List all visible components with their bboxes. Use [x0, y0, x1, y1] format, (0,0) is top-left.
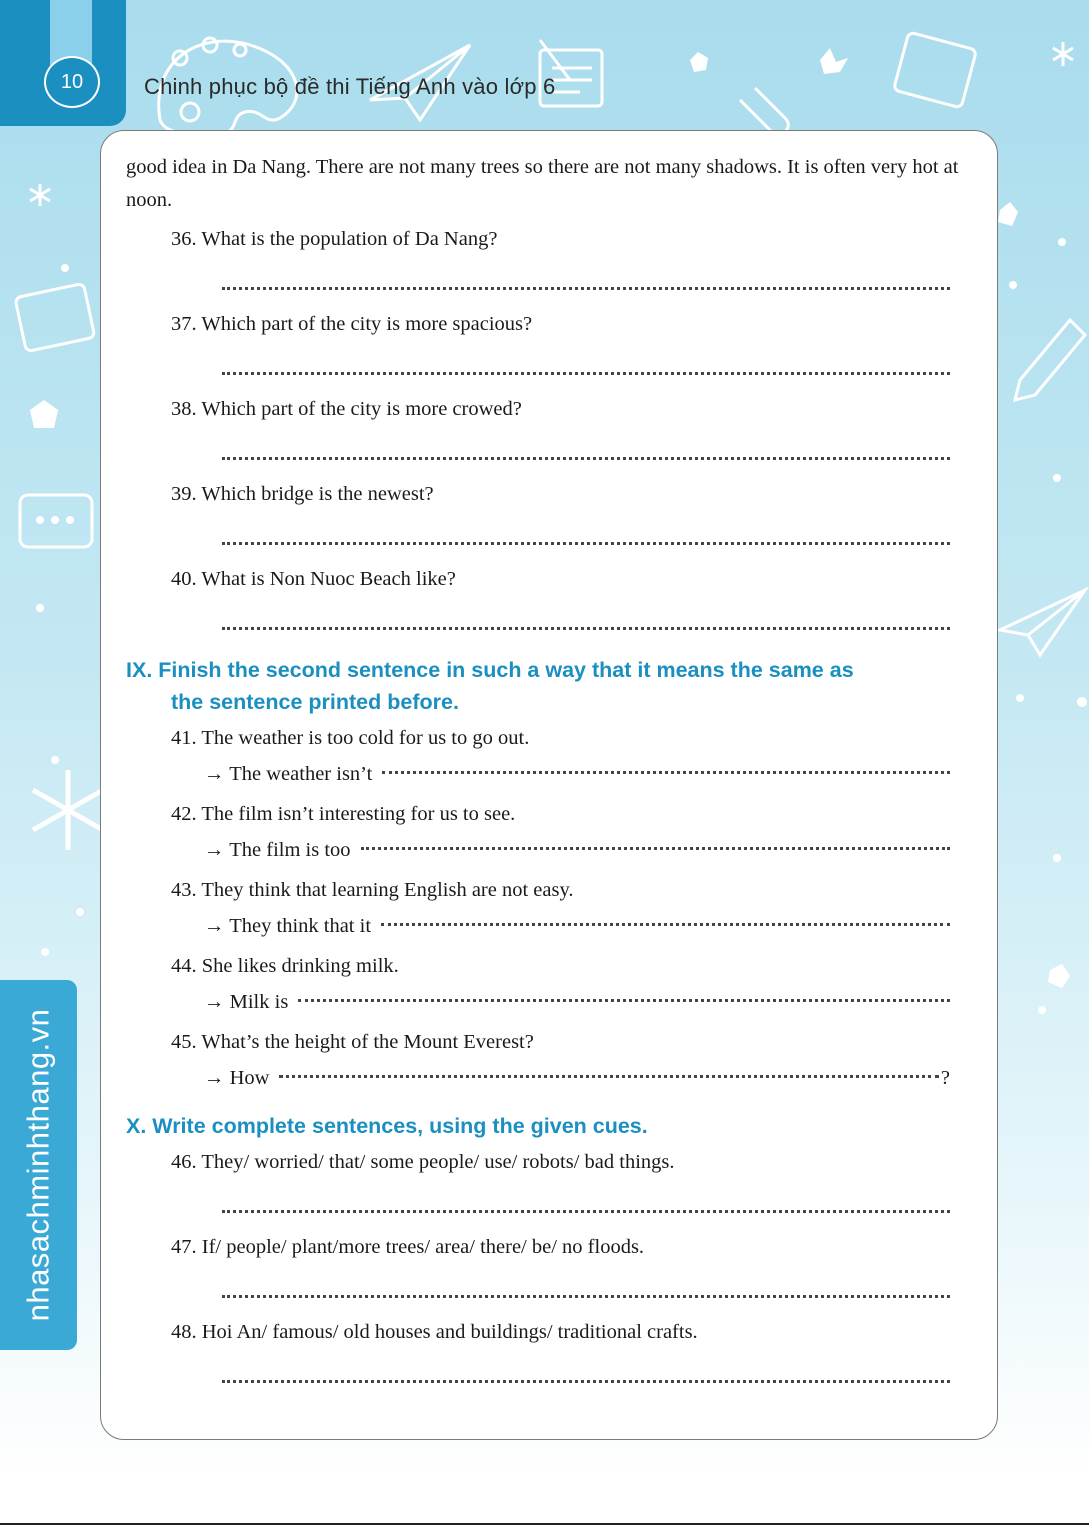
answer-line-43[interactable] [126, 907, 978, 946]
question-text: She likes drinking milk. [201, 955, 399, 977]
question-40 [126, 563, 978, 596]
answer-blank[interactable] [361, 847, 950, 850]
question-number: 48. [171, 1321, 197, 1343]
side-banner [0, 980, 77, 1350]
book-title: Chinh phục bộ đề thi Tiếng Anh vào lớp 6 [144, 74, 556, 99]
speech-bubble-icon [20, 495, 92, 547]
question-number: 37. [171, 313, 197, 335]
side-banner-text: nhasachminhthang.vn [20, 1008, 56, 1322]
section-ix-title-line1: IX. Finish the second sentence in such a way that it means the same as [126, 658, 854, 682]
question-41 [126, 722, 978, 755]
exercise-content [126, 151, 978, 1395]
side-banner-text-wrap [0, 980, 77, 1350]
page-number-tab [0, 0, 126, 126]
question-number: 40. [171, 568, 197, 590]
question-text: They think that learning English are not easy. [201, 879, 574, 901]
answer-line-37[interactable] [222, 341, 978, 387]
question-text: Which bridge is the newest? [201, 483, 434, 505]
answer-prompt: → The weather isn’t [204, 763, 373, 785]
section-ix-heading [126, 654, 978, 718]
question-number: 41. [171, 727, 197, 749]
answer-prompt: → They think that it [204, 915, 372, 937]
answer-line-41[interactable] [126, 755, 978, 794]
answer-prompt: → How [204, 1067, 270, 1089]
question-number: 38. [171, 398, 197, 420]
question-number: 39. [171, 483, 197, 505]
bottom-rule [0, 1523, 1089, 1525]
question-42 [126, 798, 978, 831]
question-number: 36. [171, 228, 197, 250]
question-number: 47. [171, 1236, 197, 1258]
answer-line-40[interactable] [222, 596, 978, 642]
question-number: 45. [171, 1031, 197, 1053]
question-text: What’s the height of the Mount Everest? [201, 1031, 534, 1053]
answer-line-36[interactable] [222, 256, 978, 302]
question-36 [126, 223, 978, 256]
answer-blank[interactable] [279, 1075, 938, 1078]
question-text: Which part of the city is more crowed? [201, 398, 522, 420]
question-37 [126, 308, 978, 341]
question-44 [126, 950, 978, 983]
answer-blank[interactable] [382, 771, 950, 774]
question-43 [126, 874, 978, 907]
answer-prompt: → Milk is [204, 991, 289, 1013]
section-x-title: X. Write complete sentences, using the given cues. [126, 1114, 648, 1138]
question-number: 43. [171, 879, 197, 901]
answer-line-45[interactable] [126, 1059, 978, 1098]
question-number: 46. [171, 1151, 197, 1173]
question-46 [126, 1146, 978, 1179]
answer-line-38[interactable] [222, 426, 978, 472]
question-text: Which part of the city is more spacious? [201, 313, 533, 335]
answer-prompt: → The film is too [204, 839, 351, 861]
question-text: What is Non Nuoc Beach like? [201, 568, 456, 590]
question-45 [126, 1026, 978, 1059]
question-text: What is the population of Da Nang? [201, 228, 498, 250]
question-47 [126, 1231, 978, 1264]
answer-line-47[interactable] [222, 1264, 978, 1310]
answer-line-44[interactable] [126, 983, 978, 1022]
question-number: 42. [171, 803, 197, 825]
question-48 [126, 1316, 978, 1349]
answer-line-46[interactable] [222, 1179, 978, 1225]
question-text: They/ worried/ that/ some people/ use/ robots/ bad things. [201, 1151, 675, 1173]
intro-paragraph: good idea in Da Nang. There are not many trees so there are not many shadows. It is often very hot at noon. [126, 156, 959, 211]
answer-blank[interactable] [298, 999, 950, 1002]
question-38 [126, 393, 978, 426]
answer-blank[interactable] [381, 923, 950, 926]
section-ix-title-line2: the sentence printed before. [171, 690, 459, 714]
page-number: 10 [44, 56, 100, 108]
answer-question-mark: ? [940, 1067, 950, 1089]
answer-line-42[interactable] [126, 831, 978, 870]
question-text: The weather is too cold for us to go out. [201, 727, 530, 749]
section-x-heading [126, 1110, 978, 1142]
question-text: Hoi An/ famous/ old houses and buildings/ traditional crafts. [201, 1321, 698, 1343]
question-39 [126, 478, 978, 511]
answer-line-39[interactable] [222, 511, 978, 557]
question-number: 44. [171, 955, 197, 977]
answer-line-48[interactable] [222, 1349, 978, 1395]
question-text: The film isn’t interesting for us to see. [201, 803, 516, 825]
question-text: If/ people/ plant/more trees/ area/ there/ be/ no floods. [201, 1236, 645, 1258]
paperclip-icon [740, 88, 788, 134]
